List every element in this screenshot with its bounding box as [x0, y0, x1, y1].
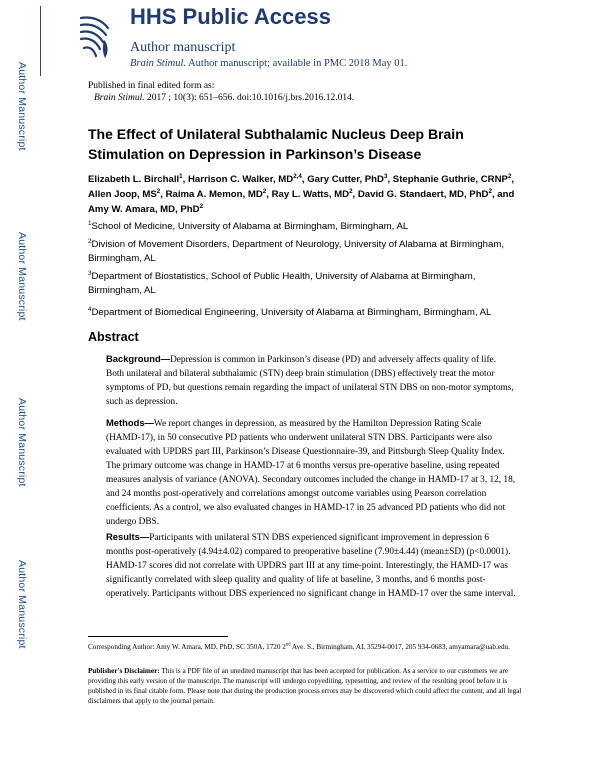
affiliation-2	[88, 238, 518, 266]
author-separator: ,	[160, 189, 166, 200]
author-affiliation-sup: 2	[349, 187, 353, 195]
affiliation-number: 2	[88, 237, 92, 245]
hhs-public-access-title: HHS Public Access	[130, 4, 331, 29]
affiliation-text: Department of Biomedical Engineering, University of Alabama at Birmingham, Birmingham, AL	[91, 307, 492, 318]
author-separator: ,	[352, 189, 358, 200]
author-separator: ,	[182, 174, 188, 185]
author-manuscript-subtitle: Author manuscript	[130, 40, 236, 55]
header-divider	[40, 6, 41, 76]
side-label-author-manuscript: Author Manuscript	[16, 232, 28, 321]
author-name: Ray L. Watts, MD	[271, 189, 350, 200]
disclaimer-text: This is a PDF file of an unedited manuscript that has been accepted for publication. As a service to our customers we are providing this early version of the manuscript. The manuscript will undergo copyediting, typesetting, and review of the resulting proof before it is published in its final citable form. Please note that during the production process errors may be discovered which could affect the content, and all legal disclaimers that apply to the journal pertain.	[88, 667, 522, 705]
author-name: Stephanie Guthrie, CRNP	[392, 174, 508, 185]
footnote-divider	[88, 636, 228, 637]
author-separator: ,	[511, 174, 515, 185]
citation-line	[88, 92, 354, 104]
affiliation-text: Division of Movement Disorders, Department of Neurology, University of Alabama at Birmingham, Birmingham, AL	[88, 239, 504, 264]
author-separator: , and	[491, 189, 515, 200]
journal-name: Brain Stimul.	[130, 58, 187, 69]
author-name: Allen Joop, MS	[88, 189, 157, 200]
results-text: Participants with unilateral STN DBS experienced significant improvement in depression 6 months post-operatively (4.94±4.02) compared to preoperative baseline (7.90±4.44) (mean±SD) (p<0.0001). HAMD-17 scores did not correlate with UPDRS part III at any time-point. Interestingly, the HAMD-17 was significantly correlated with sleep quality and quality of life at baseline, 3 months, and 6 months post-operatively. Participants without DBS experienced no significant change in HAMD-17 over the same interval.	[106, 533, 516, 599]
author-name: Amy W. Amara, MD, PhD	[88, 204, 200, 215]
author-affiliation-sup: 2,4	[293, 172, 302, 180]
author-name: David G. Standaert, MD, PhD	[357, 189, 489, 200]
published-label: Published in final edited form as:	[88, 81, 215, 91]
author-separator: ,	[266, 189, 272, 200]
abstract-methods	[106, 416, 516, 529]
author-separator: ,	[301, 174, 308, 185]
affiliation-4	[88, 306, 518, 320]
published-block	[88, 80, 354, 104]
article-title: The Effect of Unilateral Subthalamic Nucleus Deep Brain Stimulation on Depression in Parkinson’s Disease	[88, 126, 464, 162]
author-affiliation-sup: 2	[156, 187, 161, 195]
availability-line	[130, 58, 407, 69]
affiliation-number: 4	[88, 305, 92, 313]
corresponding-text: Corresponding Author: Amy W. Amara, MD, PhD, SC 350A, 1720 2	[88, 643, 286, 651]
author-affiliation-sup: 2	[507, 172, 512, 180]
background-text: Depression is common in Parkinson’s disease (PD) and adversely affects quality of life. Both unilateral and bilateral subthalamic (STN) deep brain stimulation (DBS) effectively treat the motor symptoms of PD, but questions remain regarding the impact of unilateral STN DBS on non-motor symptoms, such as depression.	[106, 355, 514, 407]
availability-text: Author manuscript; available in PMC 2018 May 01.	[188, 58, 408, 69]
author-list	[88, 172, 518, 217]
hhs-eagle-logo-icon	[78, 10, 112, 62]
citation-journal: Brain Stimul.	[94, 93, 145, 103]
methods-label: Methods—	[106, 417, 154, 428]
author-name: Harrison C. Walker, MD	[187, 174, 294, 185]
author-name: Raima A. Memon, MD	[165, 189, 263, 200]
author-name: Gary Cutter, PhD	[307, 174, 384, 185]
affiliation-number: 1	[88, 219, 92, 227]
abstract-heading: Abstract	[88, 330, 139, 344]
author-affiliation-sup: 1	[179, 172, 183, 180]
affiliation-number: 3	[88, 269, 92, 277]
author-affiliation-sup: 2	[262, 187, 267, 195]
author-affiliation-sup: 2	[488, 187, 492, 195]
affiliation-1	[88, 220, 518, 234]
citation-text: 2017 ; 10(3): 651–656. doi:10.1016/j.brs.2016.12.014.	[147, 93, 355, 103]
side-label-author-manuscript: Author Manuscript	[16, 398, 28, 487]
corresponding-author-note	[88, 642, 528, 652]
publisher-disclaimer	[88, 666, 528, 706]
corresponding-sup: nd	[285, 642, 291, 648]
background-label: Background—	[106, 353, 171, 364]
author-name: Elizabeth L. Birchall	[88, 174, 180, 185]
disclaimer-label: Publisher's Disclaimer:	[88, 667, 160, 675]
affiliation-3	[88, 270, 518, 298]
author-affiliation-sup: 3	[383, 172, 388, 180]
abstract-results	[106, 530, 516, 601]
abstract-background	[106, 352, 516, 409]
corresponding-text-end: Ave. S., Birmingham, AL 35294-0017, 205 934-0683, amyamara@uab.edu.	[290, 643, 510, 651]
author-affiliation-sup: 2	[199, 202, 204, 210]
methods-text: We report changes in depression, as measured by the Hamilton Depression Rating Scale (HAMD-17), in 50 consecutive PD patients who underwent unilateral STN DBS. Participants were also evaluated with UPDRS part III, Parkinson’s Disease Questionnaire-39, and Pittsburgh Sleep Quality Index. The primary outcome was change in HAMD-17 at 6 months versus pre-operative baseline, using repeated measures analysis of variance (ANOVA). Secondary outcomes included the change in HAMD-17 at 3, 12, 18, and 24 months post-operatively and correlations amongst outcome variables using Pearson correlation coefficients. As a control, we also evaluated changes in HAMD-17 in 25 advanced PD patients who did not undergo DBS.	[106, 419, 516, 527]
author-separator: ,	[387, 174, 393, 185]
affiliation-text: School of Medicine, University of Alabama at Birmingham, Birmingham, AL	[91, 221, 409, 232]
side-label-author-manuscript: Author Manuscript	[16, 62, 28, 151]
affiliation-text: Department of Biostatistics, School of Public Health, University of Alabama at Birmingham, Birmingham, AL	[88, 271, 476, 296]
side-label-author-manuscript: Author Manuscript	[16, 560, 28, 649]
results-label: Results—	[106, 531, 150, 542]
